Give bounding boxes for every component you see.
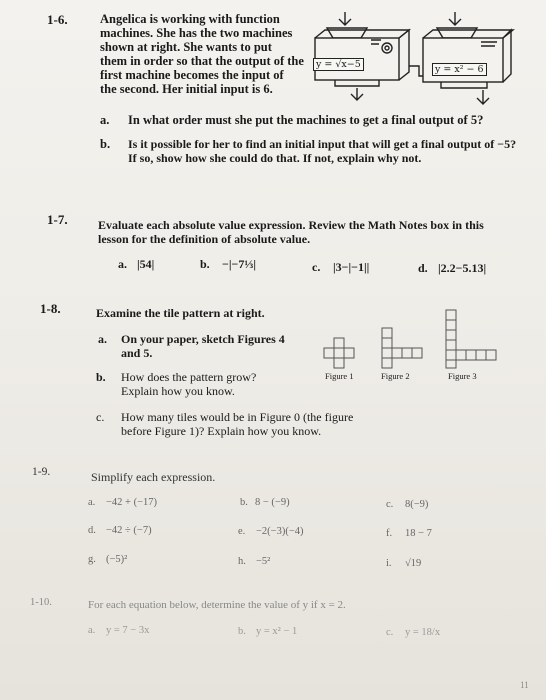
problem-1-6-line: shown at right. She wants to put <box>100 40 272 54</box>
problem-1-7-line2: lesson for the definition of absolute value. <box>98 232 311 246</box>
problem-1-6-line: machines. She has the two machines <box>100 26 293 40</box>
problem-1-6-line: first machine becomes the input of <box>100 68 284 82</box>
tile-figure-1 <box>324 338 354 368</box>
problem-1-8b-line2: Explain how you know. <box>121 384 235 398</box>
problem-1-9-number: 1-9. <box>32 466 51 478</box>
problem-1-8b-letter: b. <box>96 370 106 384</box>
figure-2-label: Figure 2 <box>381 371 410 381</box>
problem-1-9h-expr: −5² <box>256 556 271 567</box>
problem-1-7b-letter: b. <box>200 257 210 271</box>
problem-1-6-line: Angelica is working with function <box>100 12 280 26</box>
problem-1-9e-letter: e. <box>238 526 246 537</box>
problem-1-6b-line2: If so, show how she could do that. If not, explain why not. <box>128 151 422 165</box>
problem-1-9c-expr: 8(−9) <box>405 499 429 510</box>
problem-1-8c-line2: before Figure 1)? Explain how you know. <box>121 424 322 438</box>
problem-1-8-number: 1-8. <box>40 301 61 316</box>
problem-1-8a-line2: and 5. <box>121 346 153 360</box>
problem-1-10b-letter: b. <box>238 626 246 637</box>
problem-1-8c-letter: c. <box>96 410 105 424</box>
problem-1-10-number: 1-10. <box>30 597 52 608</box>
problem-1-7d-letter: d. <box>418 261 428 275</box>
problem-1-9g-expr: (−5)² <box>106 554 128 565</box>
problem-1-7c-expr: |3−|−1|| <box>333 260 370 274</box>
function-machine-2 <box>423 12 513 104</box>
problem-1-9c-letter: c. <box>386 499 394 510</box>
problem-1-9f-expr: 18 − 7 <box>405 528 432 539</box>
problem-1-10a-expr: y = 7 − 3x <box>106 625 150 636</box>
problem-1-9a-expr: −42 + (−17) <box>106 497 158 508</box>
figure-1-label: Figure 1 <box>325 371 354 381</box>
problem-1-10c-expr: y = 18/x <box>405 627 441 638</box>
problem-1-7-number: 1-7. <box>47 212 68 227</box>
problem-1-10-intro: For each equation below, determine the value of y if x = 2. <box>88 599 346 611</box>
problem-1-6b-line1: Is it possible for her to find an initial input that will get a final output of −5? <box>128 137 517 151</box>
problem-1-7d-expr: |2.2−5.13| <box>438 261 487 275</box>
problem-1-9f-letter: f. <box>386 528 393 539</box>
problem-1-8a-line1: On your paper, sketch Figures 4 <box>121 332 285 346</box>
problem-1-7a-letter: a. <box>118 257 127 271</box>
function-machine-1 <box>315 12 409 100</box>
problem-1-9g-letter: g. <box>88 554 96 565</box>
problem-1-6-number: 1-6. <box>47 12 68 27</box>
problem-1-6a-text: In what order must she put the machines to get a final output of 5? <box>128 113 484 127</box>
problem-1-8-intro: Examine the tile pattern at right. <box>96 306 265 320</box>
page-number: 11 <box>520 680 529 690</box>
tile-pattern-figures <box>318 308 518 370</box>
problem-1-9d-letter: d. <box>88 525 96 536</box>
problem-1-9h-letter: h. <box>238 556 246 567</box>
problem-1-9b-letter: b. <box>240 497 248 508</box>
problem-1-8c-line1: How many tiles would be in Figure 0 (the figure <box>121 410 354 424</box>
problem-1-10a-letter: a. <box>88 625 96 636</box>
problem-1-6a-letter: a. <box>100 113 110 127</box>
problem-1-9i-letter: i. <box>386 558 392 569</box>
problem-1-7c-letter: c. <box>312 260 321 274</box>
problem-1-6b-letter: b. <box>100 137 111 151</box>
problem-1-10c-letter: c. <box>386 627 394 638</box>
problem-1-9a-letter: a. <box>88 497 96 508</box>
figure-3-label: Figure 3 <box>448 371 477 381</box>
problem-1-6-line: the second. Her initial input is 6. <box>100 82 273 96</box>
problem-1-6-text <box>100 12 315 96</box>
problem-1-9-intro: Simplify each expression. <box>91 470 216 484</box>
tile-figure-2 <box>382 328 422 368</box>
problem-1-9i-expr: √19 <box>405 558 422 569</box>
problem-1-10b-expr: y = x² − 1 <box>256 626 298 637</box>
problem-1-6-line: them in order so that the output of the <box>100 54 304 68</box>
problem-1-9b-expr: 8 − (−9) <box>255 497 290 508</box>
problem-1-9d-expr: −42 ÷ (−7) <box>106 525 152 536</box>
problem-1-7a-expr: |54| <box>137 257 155 271</box>
machine-1-rule: y = √x−5 <box>313 58 364 71</box>
problem-1-8a-letter: a. <box>98 332 107 346</box>
problem-1-7b-expr: −|−7⅓| <box>222 257 256 271</box>
tile-figure-3 <box>446 310 496 368</box>
problem-1-9e-expr: −2(−3)(−4) <box>256 526 304 537</box>
problem-1-8b-line1: How does the pattern grow? <box>121 370 257 384</box>
problem-1-7-line1: Evaluate each absolute value expression. Review the Math Notes box in this <box>98 218 484 232</box>
machine-2-rule: y = x² − 6 <box>432 63 487 76</box>
